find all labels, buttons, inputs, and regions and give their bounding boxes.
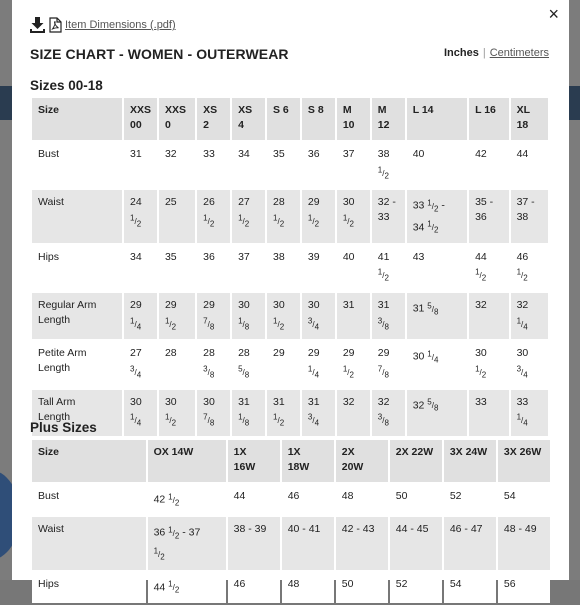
table-cell: 31 (124, 142, 157, 188)
unit-toggle (444, 47, 549, 59)
table-cell: 31 $^1/_2$ (267, 390, 300, 436)
table-cell: 36 (197, 245, 230, 291)
table-cell: 40 (407, 142, 467, 188)
table-cell: 29 (267, 341, 300, 387)
table-cell: 32 $^1/_4$ (511, 293, 548, 339)
table-cell: 46 (282, 484, 334, 515)
column-header: L 16 (469, 98, 509, 140)
row-label: Regular Arm Length (32, 293, 122, 339)
table-cell: 44 (228, 484, 280, 515)
column-header: 3X 24W (444, 440, 496, 482)
table-cell: 35 (159, 245, 195, 291)
table-cell: 36 $^1/_2 - 37$ $^1/_2$ (148, 517, 226, 570)
table-cell: 54 (498, 484, 550, 515)
table-cell: 30 $^1/_2$ (469, 341, 509, 387)
table-cell: 33 $^1/_4$ (511, 390, 548, 436)
table-cell: 29 $^7/_8$ (197, 293, 230, 339)
table-cell: 29 $^1/_2$ (302, 190, 335, 243)
table-row (32, 245, 548, 291)
table-cell: 46 - 47 (444, 517, 496, 570)
table-cell: 52 (390, 572, 442, 603)
table-header-row (32, 98, 548, 140)
table-cell: 30 $^1/_2$ (267, 293, 300, 339)
table-cell: 32 $^5/_8$ (407, 390, 467, 436)
column-header: M 10 (337, 98, 370, 140)
row-label: Tall Arm Length (32, 390, 122, 436)
table-row (32, 190, 548, 243)
table-cell: 27 $^1/_2$ (232, 190, 265, 243)
download-row (30, 17, 176, 33)
table-row (32, 293, 548, 339)
table-cell: 30 $^7/_8$ (197, 390, 230, 436)
table-cell: 32 $^3/_8$ (372, 390, 405, 436)
table-cell: 25 (159, 190, 195, 243)
units-inches-option[interactable]: Inches (443, 47, 479, 59)
table-row (32, 390, 548, 436)
table-cell: 56 (498, 572, 550, 603)
table-cell: 38 - 39 (228, 517, 280, 570)
table-cell: 31 $^3/_8$ (372, 293, 405, 339)
row-label: Petite Arm Length (32, 341, 122, 387)
table-cell: 46 (228, 572, 280, 603)
column-header: M 12 (372, 98, 405, 140)
table-cell: 38 (267, 245, 300, 291)
column-header: 3X 26W (498, 440, 550, 482)
table-cell: 43 (407, 245, 467, 291)
table-cell: 31 $^5/_8$ (407, 293, 467, 339)
table-cell: 44 - 45 (390, 517, 442, 570)
table-cell: 29 $^1/_2$ (337, 341, 370, 387)
table-cell: 27 $^3/_4$ (124, 341, 157, 387)
table-cell: 35 - 36 (469, 190, 509, 243)
table-cell: 38 $^1/_2$ (372, 142, 405, 188)
table-cell: 48 (336, 484, 388, 515)
page-title: SIZE CHART - WOMEN - OUTERWEAR (30, 46, 289, 62)
table-cell: 41 $^1/_2$ (372, 245, 405, 291)
column-header: S 6 (267, 98, 300, 140)
row-label: Bust (32, 484, 146, 515)
table-cell: 31 (337, 293, 370, 339)
table-cell: 29 $^1/_4$ (124, 293, 157, 339)
table-cell: 28 $^1/_2$ (267, 190, 300, 243)
column-header: XS 2 (197, 98, 230, 140)
table-cell: 50 (336, 572, 388, 603)
section-heading-sizes: Sizes 00-18 (30, 78, 103, 93)
pdf-file-icon (49, 17, 62, 33)
table-cell: 30 $^3/_4$ (511, 341, 548, 387)
table-cell: 46 $^1/_2$ (511, 245, 548, 291)
column-header-size: Size (32, 98, 122, 140)
size-chart-modal (12, 0, 569, 595)
table-cell: 30 $^1/_2$ (159, 390, 195, 436)
column-header: 2X 22W (390, 440, 442, 482)
column-header: XL 18 (511, 98, 548, 140)
row-label: Hips (32, 572, 146, 603)
table-cell: 36 (302, 142, 335, 188)
table-cell: 42 - 43 (336, 517, 388, 570)
table-cell: 28 $^3/_8$ (197, 341, 230, 387)
table-cell: 37 (232, 245, 265, 291)
size-table-standard (30, 96, 550, 438)
table-row (32, 341, 548, 387)
row-label: Waist (32, 190, 122, 243)
table-cell: 39 (302, 245, 335, 291)
table-cell: 48 - 49 (498, 517, 550, 570)
size-table-plus (30, 438, 552, 605)
table-cell: 29 $^7/_8$ (372, 341, 405, 387)
close-icon[interactable]: × (548, 4, 559, 24)
table-cell: 33 (469, 390, 509, 436)
column-header: OX 14W (148, 440, 226, 482)
table-row (32, 517, 550, 570)
table-cell: 50 (390, 484, 442, 515)
table-cell: 34 (232, 142, 265, 188)
table-cell: 44 $^1/_2$ (469, 245, 509, 291)
table-cell: 32 (159, 142, 195, 188)
table-cell: 30 $^1/_2$ (337, 190, 370, 243)
item-dimensions-pdf-link[interactable]: Item Dimensions (.pdf) (65, 19, 176, 31)
table-cell: 30 $^1/_4$ (124, 390, 157, 436)
table-cell: 44 (511, 142, 548, 188)
table-cell: 40 (337, 245, 370, 291)
table-cell: 32 (469, 293, 509, 339)
row-label: Hips (32, 245, 122, 291)
table-cell: 52 (444, 484, 496, 515)
table-row (32, 484, 550, 515)
table-cell: 29 $^1/_2$ (159, 293, 195, 339)
table-cell: 34 (124, 245, 157, 291)
table-header-row (32, 440, 550, 482)
units-separator: | (482, 47, 486, 59)
table-cell: 32 - 33 (372, 190, 405, 243)
table-cell: 28 (159, 341, 195, 387)
table-cell: 31 $^1/_8$ (232, 390, 265, 436)
column-header: XXS 00 (124, 98, 157, 140)
table-cell: 35 (267, 142, 300, 188)
table-cell: 30 $^3/_4$ (302, 293, 335, 339)
table-row (32, 142, 548, 188)
table-cell: 37 (337, 142, 370, 188)
table-cell: 29 $^1/_4$ (302, 341, 335, 387)
table-cell: 48 (282, 572, 334, 603)
table-cell: 31 $^3/_4$ (302, 390, 335, 436)
column-header: XS 4 (232, 98, 265, 140)
table-cell: 33 (197, 142, 230, 188)
column-header: S 8 (302, 98, 335, 140)
table-cell: 30 $^1/_4$ (407, 341, 467, 387)
column-header: 1X 18W (282, 440, 334, 482)
section-heading-plus: Plus Sizes (30, 420, 97, 435)
table-cell: 28 $^5/_8$ (232, 341, 265, 387)
column-header: 2X 20W (336, 440, 388, 482)
column-header: XXS 0 (159, 98, 195, 140)
table-cell: 24 $^1/_2$ (124, 190, 157, 243)
units-centimeters-option[interactable]: Centimeters (489, 47, 549, 59)
download-icon[interactable] (30, 17, 45, 33)
column-header: L 14 (407, 98, 467, 140)
table-cell: 32 (337, 390, 370, 436)
table-cell: 33 $^1/_2$ - 34 $^1/_2$ (407, 190, 467, 243)
table-cell: 42 $^1/_2$ (148, 484, 226, 515)
table-cell: 54 (444, 572, 496, 603)
table-cell: 40 - 41 (282, 517, 334, 570)
row-label: Waist (32, 517, 146, 570)
table-cell: 37 - 38 (511, 190, 548, 243)
table-cell: 26 $^1/_2$ (197, 190, 230, 243)
column-header-size: Size (32, 440, 146, 482)
table-cell: 42 (469, 142, 509, 188)
row-label: Bust (32, 142, 122, 188)
column-header: 1X 16W (228, 440, 280, 482)
table-cell: 44 $^1/_2$ (148, 572, 226, 603)
table-cell: 30 $^1/_8$ (232, 293, 265, 339)
table-row (32, 572, 550, 603)
